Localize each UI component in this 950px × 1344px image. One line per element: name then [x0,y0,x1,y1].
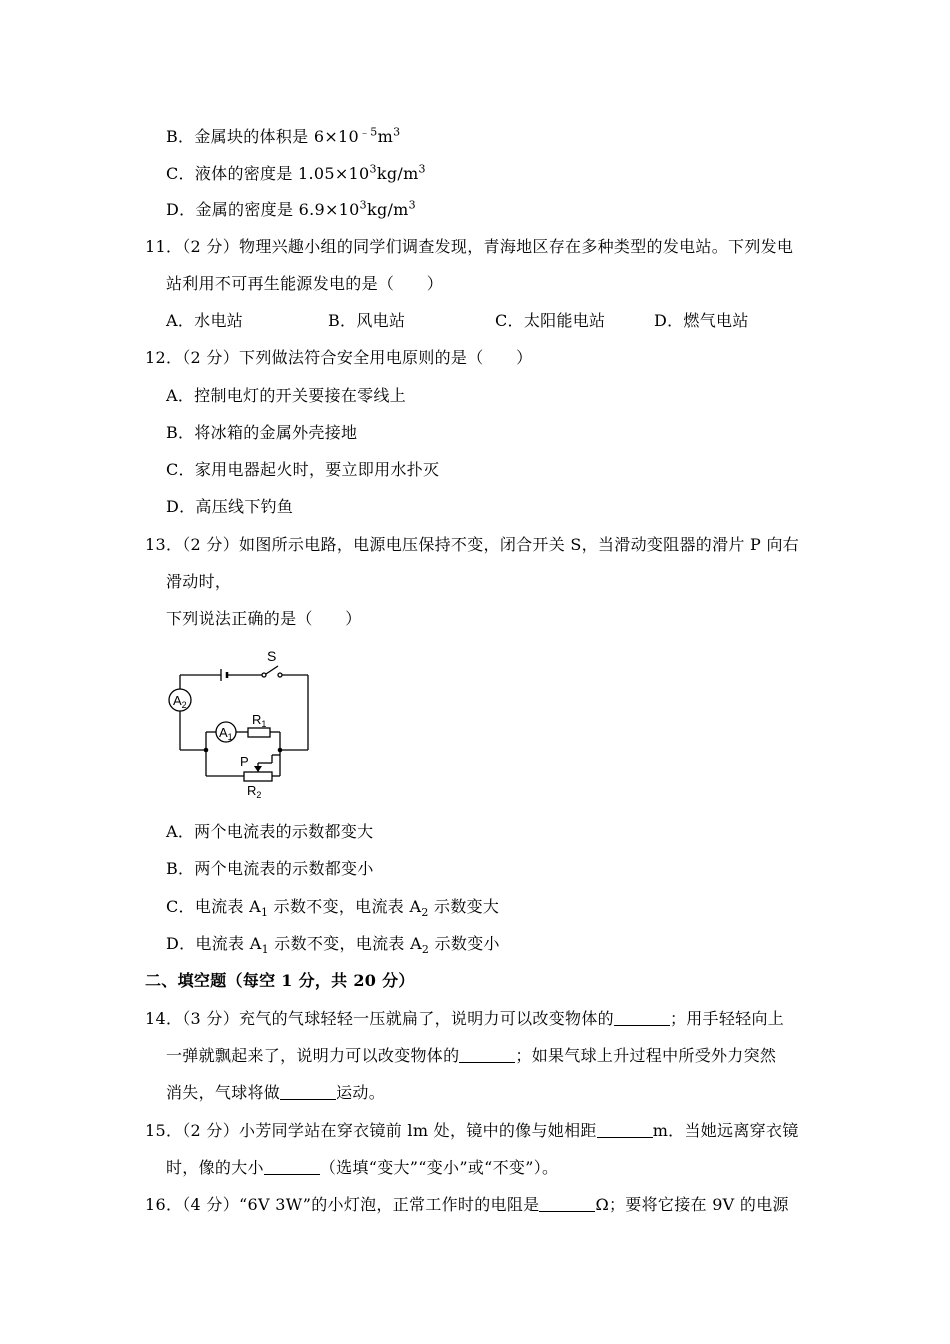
q13-option-a: A．两个电流表的示数都变大 [166,822,374,841]
q13-stem-line2: 滑动时， [166,572,232,591]
q13-option-d: D．电流表 $A_1$ 示数不变，电流表 $A_2$ 示数变小 [166,934,500,957]
ammeter-a2-label: $A_2$ [173,693,187,710]
q11-option-b: B．风电站 [328,311,406,330]
blank-field [280,1083,336,1100]
circuit-diagram [160,645,325,800]
q12-option-b: B．将冰箱的金属外壳接地 [166,423,358,442]
blank-field [264,1158,320,1175]
blank-field [614,1009,670,1026]
slider-p-label: P [240,754,249,769]
switch-blade [266,666,278,674]
q13-option-c: C．电流表 $A_1$ 示数不变，电流表 $A_2$ 示数变大 [166,897,500,920]
q11-stem-line1: 11．（2 分）物理兴趣小组的同学们调查发现，青海地区存在多种类型的发电站。下列发电 [145,237,794,256]
q15-line2: 时，像的大小 （选填“变大”“变小”或“不变”）。 [166,1158,559,1177]
q16-line1: 16．（4 分）“6V 3W”的小灯泡，正常工作时的电阻是 Ω；要将它接在 9V 的电源 [145,1195,789,1214]
q11-option-c: C．太阳能电站 [495,311,606,330]
r2-label: $R_2$ [247,783,262,800]
q14-line2: 一弹就飘起来了，说明力可以改变物体的 ；如果气球上升过程中所受外力突然 [166,1046,777,1065]
switch-label: S [267,648,277,664]
junction-left [204,748,209,753]
ammeter-a1-label: $A_1$ [219,725,233,742]
blank-field [539,1195,595,1212]
q12-option-c: C．家用电器起火时，要立即用水扑灭 [166,460,440,479]
switch-contact [278,673,282,677]
q10-option-c: C．液体的密度是 $1.05\times 10^3kg/m^3$ [166,162,426,183]
r1-label: $R_1$ [252,712,267,729]
q13-option-b: B．两个电流表的示数都变小 [166,859,374,878]
q13-stem-line1: 13．（2 分）如图所示电路，电源电压保持不变，闭合开关 S，当滑动变阻器的滑片 P 向右 [145,535,800,554]
section-fill-in-heading: 二、填空题（每空 1 分，共 20 分） [145,971,415,990]
q12-option-a: A．控制电灯的开关要接在零线上 [166,386,407,405]
q11-option-a: A．水电站 [166,311,244,330]
q13-stem-line3: 下列说法正确的是（ ） [166,609,362,628]
q14-line3: 消失，气球将做 运动。 [166,1083,386,1102]
blank-field [459,1046,515,1063]
q11-option-d: D．燃气电站 [654,311,749,330]
blank-field [597,1121,653,1138]
q14-line1: 14．（3 分）充气的气球轻轻一压就扁了，说明力可以改变物体的 ；用手轻轻向上 [145,1009,785,1028]
q10-option-d: D．金属的密度是 $6.9\times 10^3kg/m^3$ [166,198,416,219]
q15-line1: 15．（2 分）小芳同学站在穿衣镜前 lm 处，镜中的像与她相距 m．当她远离穿衣镜 [145,1121,799,1140]
q11-stem-line2: 站利用不可再生能源发电的是（ ） [166,274,444,293]
slider-arrow [254,766,262,772]
q10-option-b: B．金属块的体积是 $6\times 10^{﹣5}m^3$ [166,125,401,146]
q12-stem: 12．（2 分）下列做法符合安全用电原则的是（ ） [145,348,533,367]
switch-pivot [262,673,266,677]
resistor-r2 [244,772,272,781]
q12-option-d: D．高压线下钓鱼 [166,497,294,516]
junction-right [278,748,283,753]
resistor-r1 [248,728,270,737]
